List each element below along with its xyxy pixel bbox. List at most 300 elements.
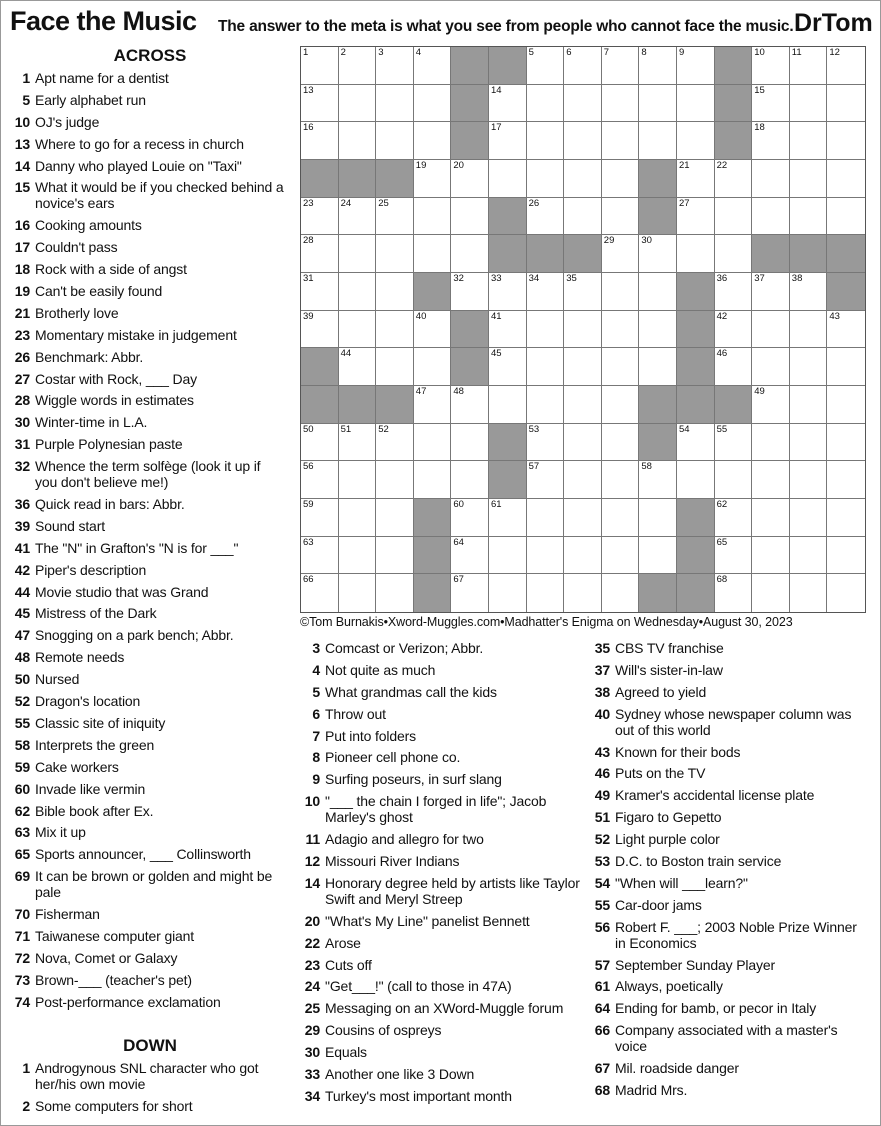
grid-cell[interactable] — [752, 160, 790, 198]
down-clue[interactable] — [588, 831, 868, 847]
grid-cell[interactable] — [451, 273, 489, 311]
grid-cell[interactable] — [639, 311, 677, 349]
down-clue[interactable] — [298, 875, 580, 907]
grid-cell[interactable] — [301, 122, 339, 160]
grid-cell[interactable] — [527, 198, 565, 236]
down-clue[interactable] — [588, 957, 868, 973]
black-square — [301, 348, 339, 386]
grid-cell[interactable] — [752, 499, 790, 537]
grid-cell[interactable] — [639, 235, 677, 273]
clue-text: Dragon's location — [35, 693, 141, 710]
grid-cell[interactable] — [414, 348, 452, 386]
grid-cell[interactable] — [564, 311, 602, 349]
down-clue[interactable] — [298, 1044, 580, 1060]
grid-cell[interactable] — [489, 311, 527, 349]
across-clue[interactable] — [8, 928, 286, 944]
grid-cell[interactable] — [827, 499, 865, 537]
grid-cell[interactable] — [414, 235, 452, 273]
grid-cell[interactable] — [790, 386, 828, 424]
down-clue[interactable] — [298, 793, 580, 825]
across-clue[interactable] — [8, 261, 286, 277]
grid-cell[interactable] — [602, 235, 640, 273]
grid-cell[interactable] — [752, 424, 790, 462]
grid-cell[interactable] — [602, 574, 640, 612]
grid-cell[interactable] — [527, 47, 565, 85]
across-clue[interactable] — [8, 627, 286, 643]
across-clue[interactable] — [8, 540, 286, 556]
grid-cell[interactable] — [564, 273, 602, 311]
black-square — [339, 160, 377, 198]
grid-cell[interactable] — [677, 160, 715, 198]
clue-number: 6 — [312, 705, 320, 722]
grid-cell[interactable] — [790, 424, 828, 462]
clue-number: 49 — [594, 787, 610, 804]
across-clue[interactable] — [8, 824, 286, 840]
grid-cell[interactable] — [752, 348, 790, 386]
grid-cell[interactable] — [715, 160, 753, 198]
grid-cell[interactable] — [376, 537, 414, 575]
grid-cell[interactable] — [564, 386, 602, 424]
clue-text: Piper's description — [35, 561, 147, 578]
crossword-grid[interactable] — [300, 46, 866, 613]
down-clue[interactable] — [298, 935, 580, 951]
down-clue[interactable] — [298, 853, 580, 869]
grid-cell[interactable] — [564, 574, 602, 612]
grid-cell[interactable] — [414, 47, 452, 85]
grid-cell[interactable] — [339, 537, 377, 575]
across-clue[interactable] — [8, 737, 286, 753]
cell-number: 16 — [303, 122, 314, 134]
down-clue[interactable] — [298, 728, 580, 744]
grid-cell[interactable] — [376, 122, 414, 160]
grid-cell[interactable] — [602, 461, 640, 499]
grid-cell[interactable] — [489, 499, 527, 537]
grid-cell[interactable] — [301, 273, 339, 311]
grid-cell[interactable] — [376, 499, 414, 537]
grid-cell[interactable] — [527, 499, 565, 537]
grid-cell[interactable] — [602, 47, 640, 85]
grid-cell[interactable] — [790, 311, 828, 349]
clue-number: 52 — [14, 693, 30, 710]
grid-cell[interactable] — [376, 461, 414, 499]
grid-cell[interactable] — [564, 85, 602, 123]
black-square — [677, 537, 715, 575]
down-clue[interactable] — [588, 1060, 868, 1076]
grid-cell[interactable] — [715, 273, 753, 311]
grid-cell[interactable] — [564, 198, 602, 236]
grid-cell[interactable] — [564, 537, 602, 575]
grid-cell[interactable] — [301, 499, 339, 537]
grid-cell[interactable] — [715, 235, 753, 273]
clue-number: 74 — [14, 993, 30, 1010]
grid-cell[interactable] — [827, 348, 865, 386]
grid-cell[interactable] — [527, 424, 565, 462]
grid-cell[interactable] — [451, 386, 489, 424]
down-clue[interactable] — [298, 1088, 580, 1104]
down-clue[interactable] — [298, 913, 580, 929]
black-square — [489, 47, 527, 85]
grid-cell[interactable] — [639, 47, 677, 85]
grid-cell[interactable] — [790, 574, 828, 612]
down-clue[interactable] — [588, 1022, 868, 1054]
across-clue[interactable] — [8, 436, 286, 452]
grid-cell[interactable] — [677, 235, 715, 273]
grid-cell[interactable] — [414, 198, 452, 236]
grid-cell[interactable] — [827, 537, 865, 575]
grid-cell[interactable] — [414, 311, 452, 349]
grid-cell[interactable] — [827, 122, 865, 160]
across-clue[interactable] — [8, 392, 286, 408]
clue-text: Movie studio that was Grand — [35, 583, 209, 600]
grid-cell[interactable] — [677, 198, 715, 236]
grid-cell[interactable] — [752, 85, 790, 123]
grid-cell[interactable] — [602, 348, 640, 386]
grid-cell[interactable] — [677, 424, 715, 462]
grid-cell[interactable] — [301, 85, 339, 123]
grid-cell[interactable] — [715, 461, 753, 499]
across-clue[interactable] — [8, 92, 286, 108]
grid-cell[interactable] — [715, 499, 753, 537]
down-clue[interactable] — [588, 662, 868, 678]
cell-number: 59 — [303, 499, 314, 510]
grid-cell[interactable] — [752, 122, 790, 160]
grid-cell[interactable] — [790, 85, 828, 123]
grid-cell[interactable] — [677, 47, 715, 85]
grid-cell[interactable] — [414, 424, 452, 462]
grid-cell[interactable] — [564, 160, 602, 198]
clue-text: Missouri River Indians — [325, 853, 460, 870]
across-clue[interactable] — [8, 349, 286, 365]
grid-cell[interactable] — [376, 424, 414, 462]
black-square — [451, 311, 489, 349]
down-clue[interactable] — [298, 957, 580, 973]
grid-cell[interactable] — [376, 273, 414, 311]
grid-cell[interactable] — [527, 273, 565, 311]
down-clue[interactable] — [298, 640, 580, 656]
clue-number: 14 — [14, 157, 30, 174]
grid-cell[interactable] — [715, 198, 753, 236]
grid-cell[interactable] — [639, 348, 677, 386]
grid-cell[interactable] — [451, 537, 489, 575]
grid-cell[interactable] — [790, 198, 828, 236]
clue-text: Momentary mistake in judgement — [35, 326, 237, 343]
grid-cell[interactable] — [376, 311, 414, 349]
across-clue[interactable] — [8, 868, 286, 900]
grid-cell[interactable] — [489, 85, 527, 123]
grid-cell[interactable] — [339, 574, 377, 612]
grid-cell[interactable] — [602, 386, 640, 424]
across-clue[interactable] — [8, 994, 286, 1010]
grid-cell[interactable] — [451, 574, 489, 612]
cell-number: 57 — [528, 461, 540, 473]
grid-cell[interactable] — [489, 574, 527, 612]
grid-cell[interactable] — [790, 160, 828, 198]
across-clue[interactable] — [8, 239, 286, 255]
down-clue[interactable] — [298, 978, 580, 994]
across-clue[interactable] — [8, 605, 286, 621]
grid-cell[interactable] — [827, 85, 865, 123]
grid-cell[interactable] — [301, 424, 339, 462]
across-clue[interactable] — [8, 781, 286, 797]
grid-cell[interactable] — [790, 461, 828, 499]
across-clue[interactable] — [8, 114, 286, 130]
grid-cell[interactable] — [564, 348, 602, 386]
grid-cell[interactable] — [339, 311, 377, 349]
grid-cell[interactable] — [639, 461, 677, 499]
grid-cell[interactable] — [339, 499, 377, 537]
grid-cell[interactable] — [527, 461, 565, 499]
grid-cell[interactable] — [376, 235, 414, 273]
grid-cell[interactable] — [414, 160, 452, 198]
across-clue[interactable] — [8, 217, 286, 233]
grid-cell[interactable] — [489, 348, 527, 386]
grid-cell[interactable] — [527, 160, 565, 198]
clue-number: 23 — [14, 326, 30, 343]
grid-cell[interactable] — [527, 85, 565, 123]
grid-cell[interactable] — [827, 311, 865, 349]
grid-cell[interactable] — [339, 122, 377, 160]
grid-cell[interactable] — [339, 47, 377, 85]
grid-cell[interactable] — [602, 160, 640, 198]
down-clue[interactable] — [298, 1022, 580, 1038]
grid-cell[interactable] — [339, 85, 377, 123]
grid-cell[interactable] — [414, 122, 452, 160]
grid-cell[interactable] — [527, 537, 565, 575]
clue-number: 23 — [304, 956, 320, 973]
across-clue[interactable] — [8, 496, 286, 512]
black-square — [677, 386, 715, 424]
grid-cell[interactable] — [376, 47, 414, 85]
clue-number: 7 — [312, 727, 320, 744]
across-clue[interactable] — [8, 803, 286, 819]
grid-cell[interactable] — [489, 386, 527, 424]
grid-cell[interactable] — [790, 499, 828, 537]
down-clue[interactable] — [588, 640, 868, 656]
grid-cell[interactable] — [790, 273, 828, 311]
grid-cell[interactable] — [790, 47, 828, 85]
down-clue[interactable] — [298, 1000, 580, 1016]
down-clue[interactable] — [588, 1082, 868, 1098]
down-clue[interactable] — [588, 1000, 868, 1016]
grid-cell[interactable] — [677, 85, 715, 123]
down-clue[interactable] — [588, 875, 868, 891]
grid-cell[interactable] — [602, 537, 640, 575]
clue-text: Couldn't pass — [35, 239, 118, 256]
grid-cell[interactable] — [677, 122, 715, 160]
grid-cell[interactable] — [827, 424, 865, 462]
across-clue[interactable] — [8, 584, 286, 600]
grid-cell[interactable] — [752, 273, 790, 311]
across-clue[interactable] — [8, 693, 286, 709]
grid-cell[interactable] — [451, 235, 489, 273]
grid-cell[interactable] — [752, 198, 790, 236]
grid-cell[interactable] — [527, 386, 565, 424]
black-square — [827, 235, 865, 273]
cell-number: 4 — [415, 47, 422, 58]
down-clue[interactable] — [588, 765, 868, 781]
grid-cell[interactable] — [527, 122, 565, 160]
grid-cell[interactable] — [639, 273, 677, 311]
grid-cell[interactable] — [301, 47, 339, 85]
down-clue[interactable] — [298, 1066, 580, 1082]
across-clue[interactable] — [8, 906, 286, 922]
down-clue[interactable] — [298, 706, 580, 722]
grid-cell[interactable] — [451, 499, 489, 537]
across-clue[interactable] — [8, 179, 286, 211]
grid-cell[interactable] — [752, 386, 790, 424]
across-clue[interactable] — [8, 671, 286, 687]
grid-cell[interactable] — [715, 311, 753, 349]
across-clue[interactable] — [8, 158, 286, 174]
grid-cell[interactable] — [752, 574, 790, 612]
grid-cell[interactable] — [827, 461, 865, 499]
grid-cell[interactable] — [564, 424, 602, 462]
grid-cell[interactable] — [376, 574, 414, 612]
grid-cell[interactable] — [376, 348, 414, 386]
grid-cell[interactable] — [602, 122, 640, 160]
down-clue[interactable] — [298, 749, 580, 765]
grid-cell[interactable] — [489, 160, 527, 198]
grid-cell[interactable] — [339, 348, 377, 386]
grid-cell[interactable] — [677, 461, 715, 499]
down-clue[interactable] — [588, 787, 868, 803]
grid-cell[interactable] — [451, 461, 489, 499]
grid-cell[interactable] — [414, 386, 452, 424]
down-clue[interactable] — [8, 1060, 286, 1092]
grid-cell[interactable] — [790, 122, 828, 160]
down-clue[interactable] — [298, 831, 580, 847]
grid-cell[interactable] — [564, 461, 602, 499]
down-clue[interactable] — [588, 919, 868, 951]
across-clue[interactable] — [8, 972, 286, 988]
down-clue[interactable] — [588, 744, 868, 760]
clue-number: 39 — [14, 517, 30, 534]
grid-cell[interactable] — [301, 574, 339, 612]
grid-cell[interactable] — [339, 424, 377, 462]
grid-cell[interactable] — [752, 461, 790, 499]
across-clue[interactable] — [8, 458, 286, 490]
cell-number: 9 — [678, 47, 685, 58]
grid-cell[interactable] — [827, 198, 865, 236]
down-clue[interactable] — [588, 706, 868, 738]
grid-cell[interactable] — [602, 311, 640, 349]
grid-cell[interactable] — [301, 311, 339, 349]
grid-cell[interactable] — [527, 574, 565, 612]
across-clue[interactable] — [8, 136, 286, 152]
across-clue[interactable] — [8, 846, 286, 862]
grid-cell[interactable] — [301, 198, 339, 236]
grid-cell[interactable] — [339, 235, 377, 273]
cell-number: 26 — [528, 197, 540, 209]
grid-cell[interactable] — [414, 85, 452, 123]
cell-number: 46 — [716, 348, 728, 360]
across-clue[interactable] — [8, 950, 286, 966]
black-square — [677, 348, 715, 386]
grid-cell[interactable] — [527, 348, 565, 386]
grid-cell[interactable] — [715, 348, 753, 386]
grid-cell[interactable] — [752, 311, 790, 349]
grid-cell[interactable] — [827, 47, 865, 85]
grid-cell[interactable] — [827, 160, 865, 198]
grid-cell[interactable] — [489, 122, 527, 160]
grid-cell[interactable] — [715, 574, 753, 612]
across-clue[interactable] — [8, 70, 286, 86]
down-clue[interactable] — [588, 978, 868, 994]
across-clue[interactable] — [8, 371, 286, 387]
grid-cell[interactable] — [639, 85, 677, 123]
grid-cell[interactable] — [715, 537, 753, 575]
grid-cell[interactable] — [639, 122, 677, 160]
across-clue[interactable] — [8, 283, 286, 299]
grid-cell[interactable] — [639, 499, 677, 537]
grid-cell[interactable] — [451, 424, 489, 462]
across-clue[interactable] — [8, 414, 286, 430]
down-clue[interactable] — [588, 853, 868, 869]
grid-cell[interactable] — [489, 273, 527, 311]
grid-cell[interactable] — [602, 198, 640, 236]
grid-cell[interactable] — [451, 160, 489, 198]
grid-cell[interactable] — [339, 198, 377, 236]
across-clue[interactable] — [8, 649, 286, 665]
down-clue[interactable] — [588, 809, 868, 825]
clue-number: 30 — [304, 1044, 320, 1061]
down-clue[interactable] — [588, 897, 868, 913]
grid-cell[interactable] — [564, 499, 602, 537]
down-clue[interactable] — [588, 684, 868, 700]
cell-number: 41 — [490, 310, 502, 322]
across-clue[interactable] — [8, 305, 286, 321]
down-clue[interactable] — [298, 662, 580, 678]
down-clue[interactable] — [8, 1098, 286, 1114]
down-clue[interactable] — [298, 771, 580, 787]
across-clue[interactable] — [8, 715, 286, 731]
grid-cell[interactable] — [414, 461, 452, 499]
grid-cell[interactable] — [602, 499, 640, 537]
grid-cell[interactable] — [489, 537, 527, 575]
grid-cell[interactable] — [451, 198, 489, 236]
cell-number: 53 — [528, 423, 540, 435]
grid-cell[interactable] — [339, 461, 377, 499]
grid-cell[interactable] — [752, 47, 790, 85]
across-clue[interactable] — [8, 518, 286, 534]
grid-cell[interactable] — [790, 348, 828, 386]
grid-cell[interactable] — [827, 574, 865, 612]
clue-number: 3 — [312, 640, 320, 656]
clue-text: Cuts off — [325, 956, 372, 973]
grid-cell[interactable] — [376, 85, 414, 123]
across-clue[interactable] — [8, 759, 286, 775]
grid-cell[interactable] — [715, 424, 753, 462]
grid-cell[interactable] — [301, 235, 339, 273]
grid-cell[interactable] — [602, 424, 640, 462]
grid-cell[interactable] — [564, 122, 602, 160]
grid-cell[interactable] — [527, 311, 565, 349]
grid-cell[interactable] — [827, 386, 865, 424]
down-clue[interactable] — [298, 684, 580, 700]
grid-cell[interactable] — [639, 537, 677, 575]
grid-cell[interactable] — [301, 461, 339, 499]
grid-cell[interactable] — [339, 273, 377, 311]
grid-cell[interactable] — [790, 537, 828, 575]
grid-cell[interactable] — [301, 537, 339, 575]
across-clue[interactable] — [8, 327, 286, 343]
grid-cell[interactable] — [564, 47, 602, 85]
grid-cell[interactable] — [602, 85, 640, 123]
grid-cell[interactable] — [602, 273, 640, 311]
grid-cell[interactable] — [752, 537, 790, 575]
grid-cell[interactable] — [376, 198, 414, 236]
across-clue[interactable] — [8, 562, 286, 578]
